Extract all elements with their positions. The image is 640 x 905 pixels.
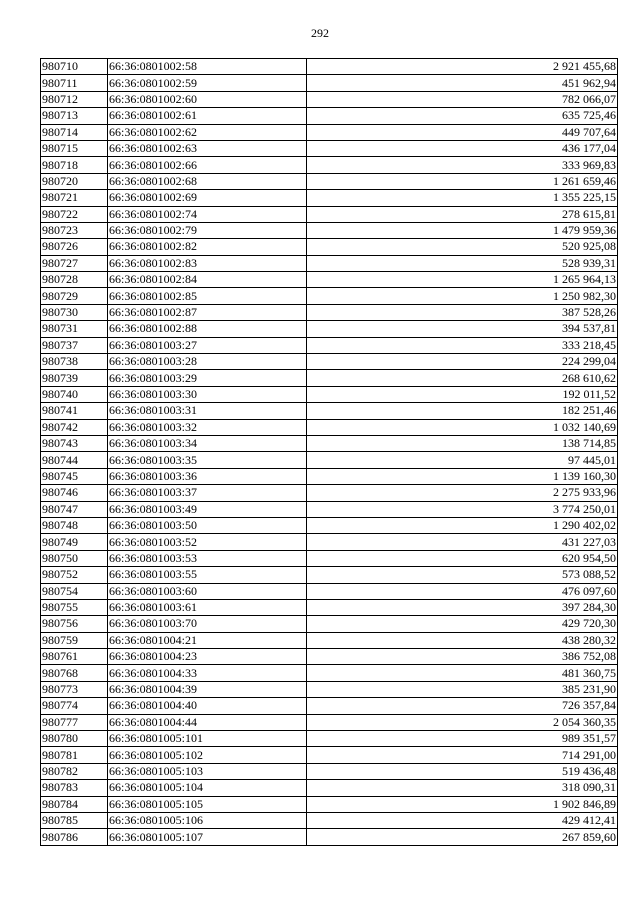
table-row bbox=[41, 272, 618, 288]
cadastral-number-cell: 66:36:0801004:21 bbox=[108, 632, 307, 648]
row-id-cell: 980761 bbox=[41, 649, 108, 665]
cadastral-value-cell: 436 177,04 bbox=[307, 140, 618, 156]
cadastral-number-cell: 66:36:0801003:36 bbox=[108, 468, 307, 484]
cadastral-value-table bbox=[40, 58, 618, 846]
row-id-cell: 980723 bbox=[41, 222, 108, 238]
cadastral-number-cell: 66:36:0801003:30 bbox=[108, 386, 307, 402]
cadastral-number-cell: 66:36:0801002:84 bbox=[108, 272, 307, 288]
table-row bbox=[41, 616, 618, 632]
table-row bbox=[41, 403, 618, 419]
table-row bbox=[41, 75, 618, 91]
table-row bbox=[41, 649, 618, 665]
cadastral-value-cell: 451 962,94 bbox=[307, 75, 618, 91]
row-id-cell: 980768 bbox=[41, 665, 108, 681]
cadastral-number-cell: 66:36:0801002:62 bbox=[108, 124, 307, 140]
table-row bbox=[41, 337, 618, 353]
row-id-cell: 980777 bbox=[41, 714, 108, 730]
table-row bbox=[41, 321, 618, 337]
row-id-cell: 980720 bbox=[41, 173, 108, 189]
cadastral-number-cell: 66:36:0801002:63 bbox=[108, 140, 307, 156]
table-row bbox=[41, 714, 618, 730]
row-id-cell: 980718 bbox=[41, 157, 108, 173]
cadastral-value-cell: 481 360,75 bbox=[307, 665, 618, 681]
table-row bbox=[41, 747, 618, 763]
cadastral-value-cell: 224 299,04 bbox=[307, 354, 618, 370]
table-row bbox=[41, 665, 618, 681]
cadastral-number-cell: 66:36:0801003:61 bbox=[108, 599, 307, 615]
row-id-cell: 980744 bbox=[41, 452, 108, 468]
cadastral-value-cell: 2 054 360,35 bbox=[307, 714, 618, 730]
cadastral-number-cell: 66:36:0801005:102 bbox=[108, 747, 307, 763]
row-id-cell: 980729 bbox=[41, 288, 108, 304]
table-row bbox=[41, 304, 618, 320]
cadastral-value-cell: 1 265 964,13 bbox=[307, 272, 618, 288]
cadastral-value-cell: 429 412,41 bbox=[307, 812, 618, 828]
table-row bbox=[41, 222, 618, 238]
row-id-cell: 980747 bbox=[41, 501, 108, 517]
row-id-cell: 980746 bbox=[41, 485, 108, 501]
table-row bbox=[41, 91, 618, 107]
cadastral-value-cell: 620 954,50 bbox=[307, 550, 618, 566]
cadastral-value-cell: 182 251,46 bbox=[307, 403, 618, 419]
table-row bbox=[41, 599, 618, 615]
cadastral-number-cell: 66:36:0801003:52 bbox=[108, 534, 307, 550]
cadastral-value-cell: 1 355 225,15 bbox=[307, 190, 618, 206]
table-row bbox=[41, 567, 618, 583]
cadastral-value-cell: 2 921 455,68 bbox=[307, 59, 618, 75]
cadastral-value-cell: 192 011,52 bbox=[307, 386, 618, 402]
cadastral-number-cell: 66:36:0801002:66 bbox=[108, 157, 307, 173]
table-row bbox=[41, 534, 618, 550]
cadastral-value-cell: 333 218,45 bbox=[307, 337, 618, 353]
cadastral-value-cell: 318 090,31 bbox=[307, 780, 618, 796]
table-row bbox=[41, 255, 618, 271]
table-row bbox=[41, 157, 618, 173]
cadastral-number-cell: 66:36:0801003:32 bbox=[108, 419, 307, 435]
cadastral-number-cell: 66:36:0801003:34 bbox=[108, 435, 307, 451]
table-row bbox=[41, 370, 618, 386]
table-row bbox=[41, 780, 618, 796]
row-id-cell: 980754 bbox=[41, 583, 108, 599]
table-row bbox=[41, 517, 618, 533]
table-row bbox=[41, 468, 618, 484]
row-id-cell: 980783 bbox=[41, 780, 108, 796]
cadastral-value-cell: 385 231,90 bbox=[307, 681, 618, 697]
cadastral-number-cell: 66:36:0801002:61 bbox=[108, 108, 307, 124]
table-row bbox=[41, 173, 618, 189]
row-id-cell: 980773 bbox=[41, 681, 108, 697]
table-row bbox=[41, 731, 618, 747]
table-row bbox=[41, 812, 618, 828]
cadastral-value-cell: 2 275 933,96 bbox=[307, 485, 618, 501]
cadastral-number-cell: 66:36:0801002:74 bbox=[108, 206, 307, 222]
table-row bbox=[41, 354, 618, 370]
cadastral-value-cell: 989 351,57 bbox=[307, 731, 618, 747]
cadastral-value-cell: 386 752,08 bbox=[307, 649, 618, 665]
row-id-cell: 980741 bbox=[41, 403, 108, 419]
row-id-cell: 980752 bbox=[41, 567, 108, 583]
table-row bbox=[41, 140, 618, 156]
cadastral-value-cell: 1 261 659,46 bbox=[307, 173, 618, 189]
cadastral-number-cell: 66:36:0801002:59 bbox=[108, 75, 307, 91]
cadastral-value-cell: 387 528,26 bbox=[307, 304, 618, 320]
cadastral-number-cell: 66:36:0801002:85 bbox=[108, 288, 307, 304]
row-id-cell: 980737 bbox=[41, 337, 108, 353]
cadastral-value-cell: 429 720,30 bbox=[307, 616, 618, 632]
row-id-cell: 980726 bbox=[41, 239, 108, 255]
table-row bbox=[41, 501, 618, 517]
cadastral-value-cell: 431 227,03 bbox=[307, 534, 618, 550]
cadastral-number-cell: 66:36:0801003:60 bbox=[108, 583, 307, 599]
cadastral-number-cell: 66:36:0801002:68 bbox=[108, 173, 307, 189]
cadastral-value-cell: 3 774 250,01 bbox=[307, 501, 618, 517]
table-row bbox=[41, 829, 618, 845]
cadastral-number-cell: 66:36:0801002:58 bbox=[108, 59, 307, 75]
row-id-cell: 980785 bbox=[41, 812, 108, 828]
row-id-cell: 980731 bbox=[41, 321, 108, 337]
cadastral-number-cell: 66:36:0801002:88 bbox=[108, 321, 307, 337]
row-id-cell: 980711 bbox=[41, 75, 108, 91]
cadastral-value-cell: 519 436,48 bbox=[307, 763, 618, 779]
cadastral-value-cell: 97 445,01 bbox=[307, 452, 618, 468]
cadastral-number-cell: 66:36:0801004:44 bbox=[108, 714, 307, 730]
row-id-cell: 980738 bbox=[41, 354, 108, 370]
table-row bbox=[41, 452, 618, 468]
row-id-cell: 980730 bbox=[41, 304, 108, 320]
table-row bbox=[41, 124, 618, 140]
row-id-cell: 980722 bbox=[41, 206, 108, 222]
cadastral-number-cell: 66:36:0801003:37 bbox=[108, 485, 307, 501]
cadastral-number-cell: 66:36:0801003:28 bbox=[108, 354, 307, 370]
row-id-cell: 980780 bbox=[41, 731, 108, 747]
cadastral-value-cell: 1 902 846,89 bbox=[307, 796, 618, 812]
cadastral-number-cell: 66:36:0801003:70 bbox=[108, 616, 307, 632]
cadastral-number-cell: 66:36:0801003:27 bbox=[108, 337, 307, 353]
cadastral-value-cell: 397 284,30 bbox=[307, 599, 618, 615]
row-id-cell: 980715 bbox=[41, 140, 108, 156]
cadastral-value-cell: 520 925,08 bbox=[307, 239, 618, 255]
row-id-cell: 980781 bbox=[41, 747, 108, 763]
table-row bbox=[41, 435, 618, 451]
cadastral-value-cell: 782 066,07 bbox=[307, 91, 618, 107]
cadastral-value-cell: 394 537,81 bbox=[307, 321, 618, 337]
cadastral-value-cell: 528 939,31 bbox=[307, 255, 618, 271]
row-id-cell: 980750 bbox=[41, 550, 108, 566]
cadastral-value-cell: 714 291,00 bbox=[307, 747, 618, 763]
cadastral-number-cell: 66:36:0801002:60 bbox=[108, 91, 307, 107]
cadastral-value-cell: 449 707,64 bbox=[307, 124, 618, 140]
cadastral-number-cell: 66:36:0801004:33 bbox=[108, 665, 307, 681]
cadastral-number-cell: 66:36:0801005:106 bbox=[108, 812, 307, 828]
cadastral-value-cell: 267 859,60 bbox=[307, 829, 618, 845]
page-number: 292 bbox=[311, 26, 329, 40]
cadastral-number-cell: 66:36:0801002:83 bbox=[108, 255, 307, 271]
row-id-cell: 980745 bbox=[41, 468, 108, 484]
cadastral-number-cell: 66:36:0801002:79 bbox=[108, 222, 307, 238]
table-row bbox=[41, 206, 618, 222]
row-id-cell: 980713 bbox=[41, 108, 108, 124]
cadastral-value-cell: 278 615,81 bbox=[307, 206, 618, 222]
cadastral-value-cell: 1 139 160,30 bbox=[307, 468, 618, 484]
row-id-cell: 980784 bbox=[41, 796, 108, 812]
row-id-cell: 980786 bbox=[41, 829, 108, 845]
row-id-cell: 980740 bbox=[41, 386, 108, 402]
row-id-cell: 980710 bbox=[41, 59, 108, 75]
row-id-cell: 980756 bbox=[41, 616, 108, 632]
table-row bbox=[41, 698, 618, 714]
cadastral-number-cell: 66:36:0801003:53 bbox=[108, 550, 307, 566]
cadastral-value-cell: 635 725,46 bbox=[307, 108, 618, 124]
row-id-cell: 980748 bbox=[41, 517, 108, 533]
cadastral-number-cell: 66:36:0801004:40 bbox=[108, 698, 307, 714]
table-row bbox=[41, 190, 618, 206]
cadastral-number-cell: 66:36:0801003:50 bbox=[108, 517, 307, 533]
row-id-cell: 980755 bbox=[41, 599, 108, 615]
cadastral-number-cell: 66:36:0801002:82 bbox=[108, 239, 307, 255]
cadastral-value-cell: 1 290 402,02 bbox=[307, 517, 618, 533]
cadastral-number-cell: 66:36:0801003:55 bbox=[108, 567, 307, 583]
cadastral-number-cell: 66:36:0801003:29 bbox=[108, 370, 307, 386]
table-row bbox=[41, 796, 618, 812]
cadastral-number-cell: 66:36:0801005:101 bbox=[108, 731, 307, 747]
row-id-cell: 980714 bbox=[41, 124, 108, 140]
row-id-cell: 980759 bbox=[41, 632, 108, 648]
table-row bbox=[41, 108, 618, 124]
cadastral-number-cell: 66:36:0801003:49 bbox=[108, 501, 307, 517]
table-row bbox=[41, 59, 618, 75]
row-id-cell: 980712 bbox=[41, 91, 108, 107]
row-id-cell: 980749 bbox=[41, 534, 108, 550]
cadastral-number-cell: 66:36:0801002:69 bbox=[108, 190, 307, 206]
cadastral-number-cell: 66:36:0801002:87 bbox=[108, 304, 307, 320]
cadastral-number-cell: 66:36:0801005:107 bbox=[108, 829, 307, 845]
row-id-cell: 980743 bbox=[41, 435, 108, 451]
table-row bbox=[41, 239, 618, 255]
cadastral-number-cell: 66:36:0801003:35 bbox=[108, 452, 307, 468]
table-body bbox=[41, 59, 618, 846]
cadastral-number-cell: 66:36:0801004:39 bbox=[108, 681, 307, 697]
table-row bbox=[41, 632, 618, 648]
row-id-cell: 980742 bbox=[41, 419, 108, 435]
row-id-cell: 980728 bbox=[41, 272, 108, 288]
row-id-cell: 980739 bbox=[41, 370, 108, 386]
cadastral-number-cell: 66:36:0801004:23 bbox=[108, 649, 307, 665]
table-row bbox=[41, 583, 618, 599]
cadastral-value-cell: 573 088,52 bbox=[307, 567, 618, 583]
table-row bbox=[41, 681, 618, 697]
row-id-cell: 980721 bbox=[41, 190, 108, 206]
cadastral-number-cell: 66:36:0801005:103 bbox=[108, 763, 307, 779]
cadastral-number-cell: 66:36:0801003:31 bbox=[108, 403, 307, 419]
cadastral-value-cell: 1 479 959,36 bbox=[307, 222, 618, 238]
cadastral-number-cell: 66:36:0801005:105 bbox=[108, 796, 307, 812]
table-row bbox=[41, 485, 618, 501]
cadastral-value-cell: 476 097,60 bbox=[307, 583, 618, 599]
table-row bbox=[41, 386, 618, 402]
table-row bbox=[41, 550, 618, 566]
cadastral-value-cell: 138 714,85 bbox=[307, 435, 618, 451]
cadastral-number-cell: 66:36:0801005:104 bbox=[108, 780, 307, 796]
row-id-cell: 980774 bbox=[41, 698, 108, 714]
row-id-cell: 980727 bbox=[41, 255, 108, 271]
cadastral-value-cell: 1 250 982,30 bbox=[307, 288, 618, 304]
table-row bbox=[41, 419, 618, 435]
cadastral-value-cell: 1 032 140,69 bbox=[307, 419, 618, 435]
table-row bbox=[41, 763, 618, 779]
cadastral-value-cell: 333 969,83 bbox=[307, 157, 618, 173]
table-row bbox=[41, 288, 618, 304]
row-id-cell: 980782 bbox=[41, 763, 108, 779]
cadastral-value-cell: 726 357,84 bbox=[307, 698, 618, 714]
cadastral-value-cell: 438 280,32 bbox=[307, 632, 618, 648]
cadastral-value-cell: 268 610,62 bbox=[307, 370, 618, 386]
